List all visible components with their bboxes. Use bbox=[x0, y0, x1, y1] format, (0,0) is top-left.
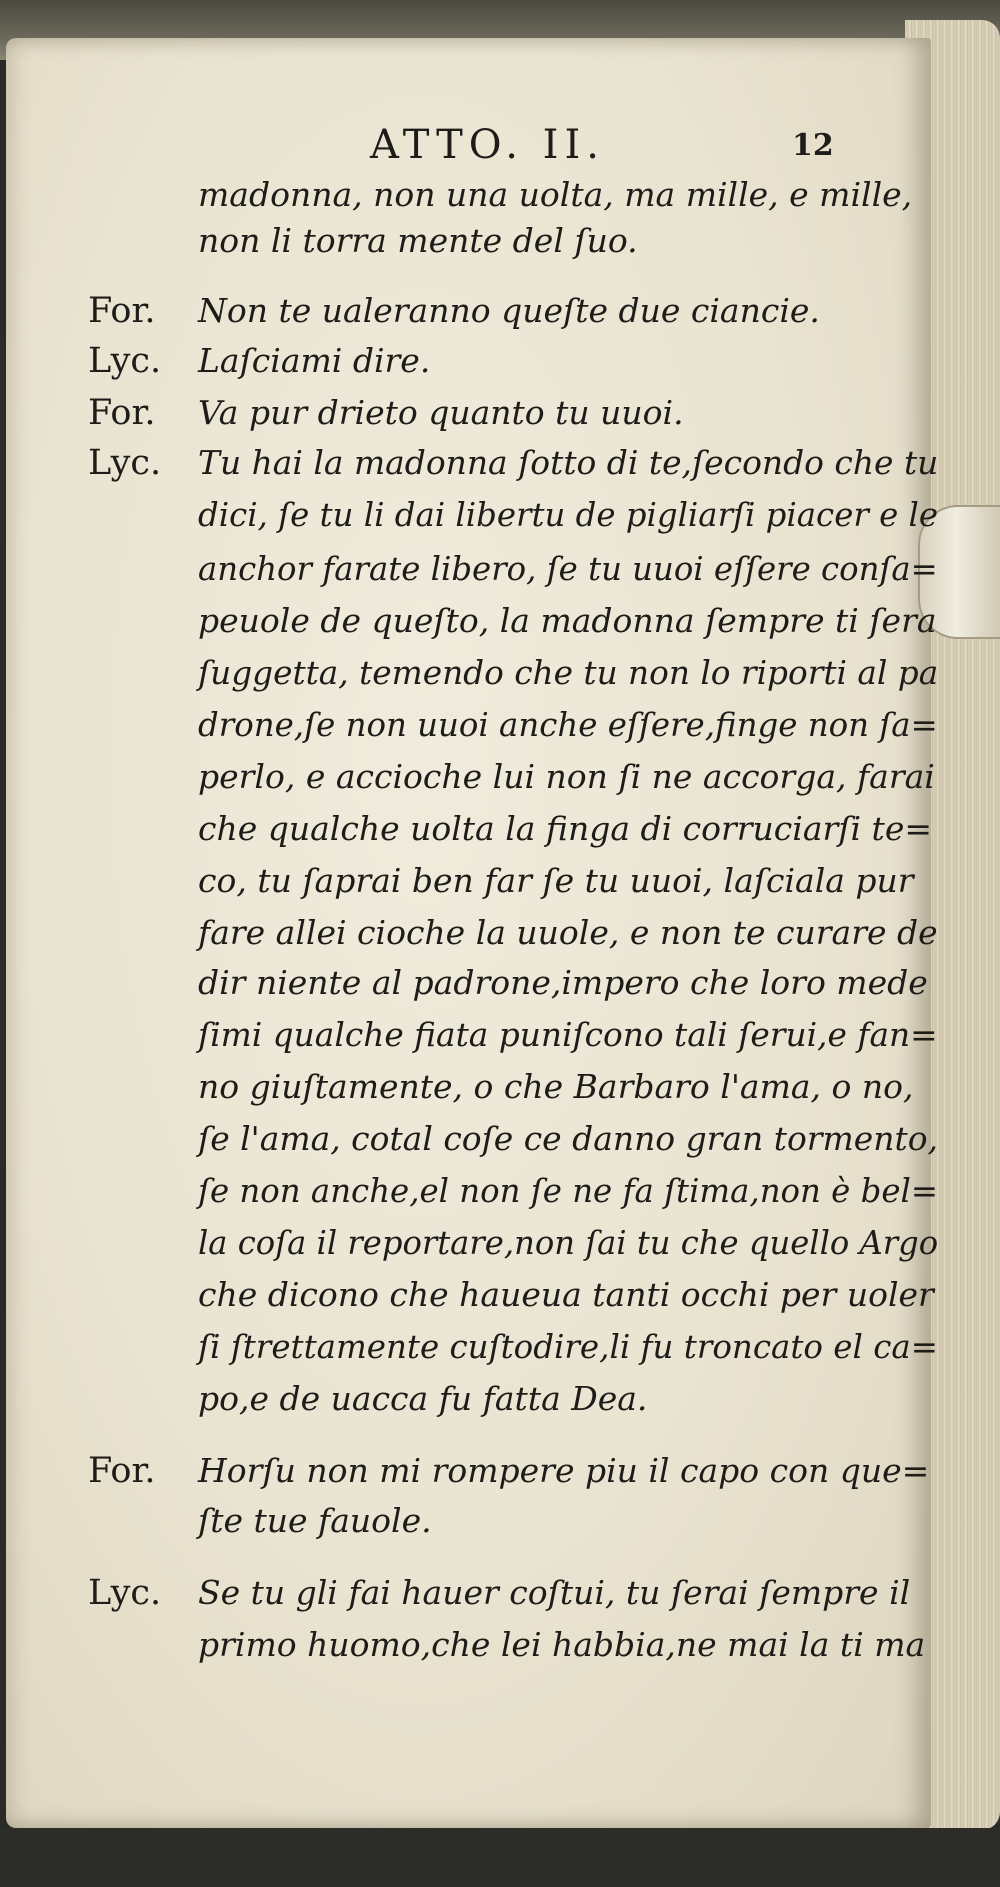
line-text: perlo, e accioche lui non ſi ne accorga, farai bbox=[198, 757, 935, 796]
speaker-name: Lyc. bbox=[88, 1573, 162, 1613]
line-text: Non te ualeranno queſte due ciancie. bbox=[198, 291, 820, 330]
line-text: anchor farate libero, ſe tu uuoi eſſere conſa= bbox=[198, 549, 938, 588]
line-text: Tu hai la madonna ſotto di te,ſecondo che tu bbox=[198, 443, 939, 482]
speaker-name: Lyc. bbox=[88, 443, 162, 483]
line-text: peuole de queſto, la madonna ſempre ti ſera bbox=[198, 601, 937, 640]
line-text: ſte tue fauole. bbox=[198, 1501, 432, 1540]
line-text: ſimi qualche fiata puniſcono tali ſerui,e fan= bbox=[198, 1015, 938, 1054]
line-text: co, tu ſaprai ben far ſe tu uuoi, laſciala pur bbox=[198, 861, 914, 900]
speaker-name: For. bbox=[88, 291, 156, 331]
line-text: dir niente al padrone,impero che loro mede bbox=[198, 963, 928, 1002]
line-text: no giuſtamente, o che Barbaro l'ama, o no, bbox=[198, 1067, 914, 1106]
line-text: Se tu gli fai hauer coſtui, tu ſerai ſempre il bbox=[198, 1573, 911, 1612]
speaker-name: For. bbox=[88, 393, 156, 433]
line-text: madonna, non una uolta, ma mille, e mille, bbox=[198, 175, 913, 214]
line-text: non li torra mente del ſuo. bbox=[198, 221, 638, 260]
line-text: ſe non anche,el non ſe ne fa ſtima,non è bel= bbox=[198, 1171, 938, 1210]
line-text: ſi ſtrettamente cuſtodire,li fu troncato el ca= bbox=[198, 1327, 938, 1366]
running-head: ATTO. II. bbox=[370, 122, 605, 168]
line-text: ſe l'ama, cotal coſe ce danno gran tormento, bbox=[198, 1119, 938, 1158]
line-text: fare allei cioche la uuole, e non te curare de bbox=[198, 913, 938, 952]
speaker-name: Lyc. bbox=[88, 341, 162, 381]
page-number: 12 bbox=[792, 128, 834, 163]
line-text: po,e de uacca fu fatta Dea. bbox=[198, 1379, 648, 1418]
line-text: che dicono che haueua tanti occhi per uoler bbox=[198, 1275, 934, 1314]
line-text: la coſa il reportare,non ſai tu che quello Argo bbox=[198, 1223, 939, 1262]
line-text: dici, ſe tu li dai libertu de pigliarſi piacer e le bbox=[198, 495, 939, 534]
line-text: che qualche uolta la finga di corruciarſi te= bbox=[198, 809, 932, 848]
background-bottom bbox=[0, 1828, 1000, 1887]
line-text: primo huomo,che lei habbia,ne mai la ti ma bbox=[198, 1625, 926, 1664]
line-text: ſuggetta, temendo che tu non lo riporti al pa bbox=[198, 653, 939, 692]
line-text: Horſu non mi rompere piu il capo con que= bbox=[198, 1451, 930, 1490]
line-text: Va pur drieto quanto tu uuoi. bbox=[198, 393, 684, 432]
line-text: Laſciami dire. bbox=[198, 341, 431, 380]
line-text: drone,ſe non uuoi anche eſſere,finge non ſa= bbox=[198, 705, 938, 744]
speaker-name: For. bbox=[88, 1451, 156, 1491]
